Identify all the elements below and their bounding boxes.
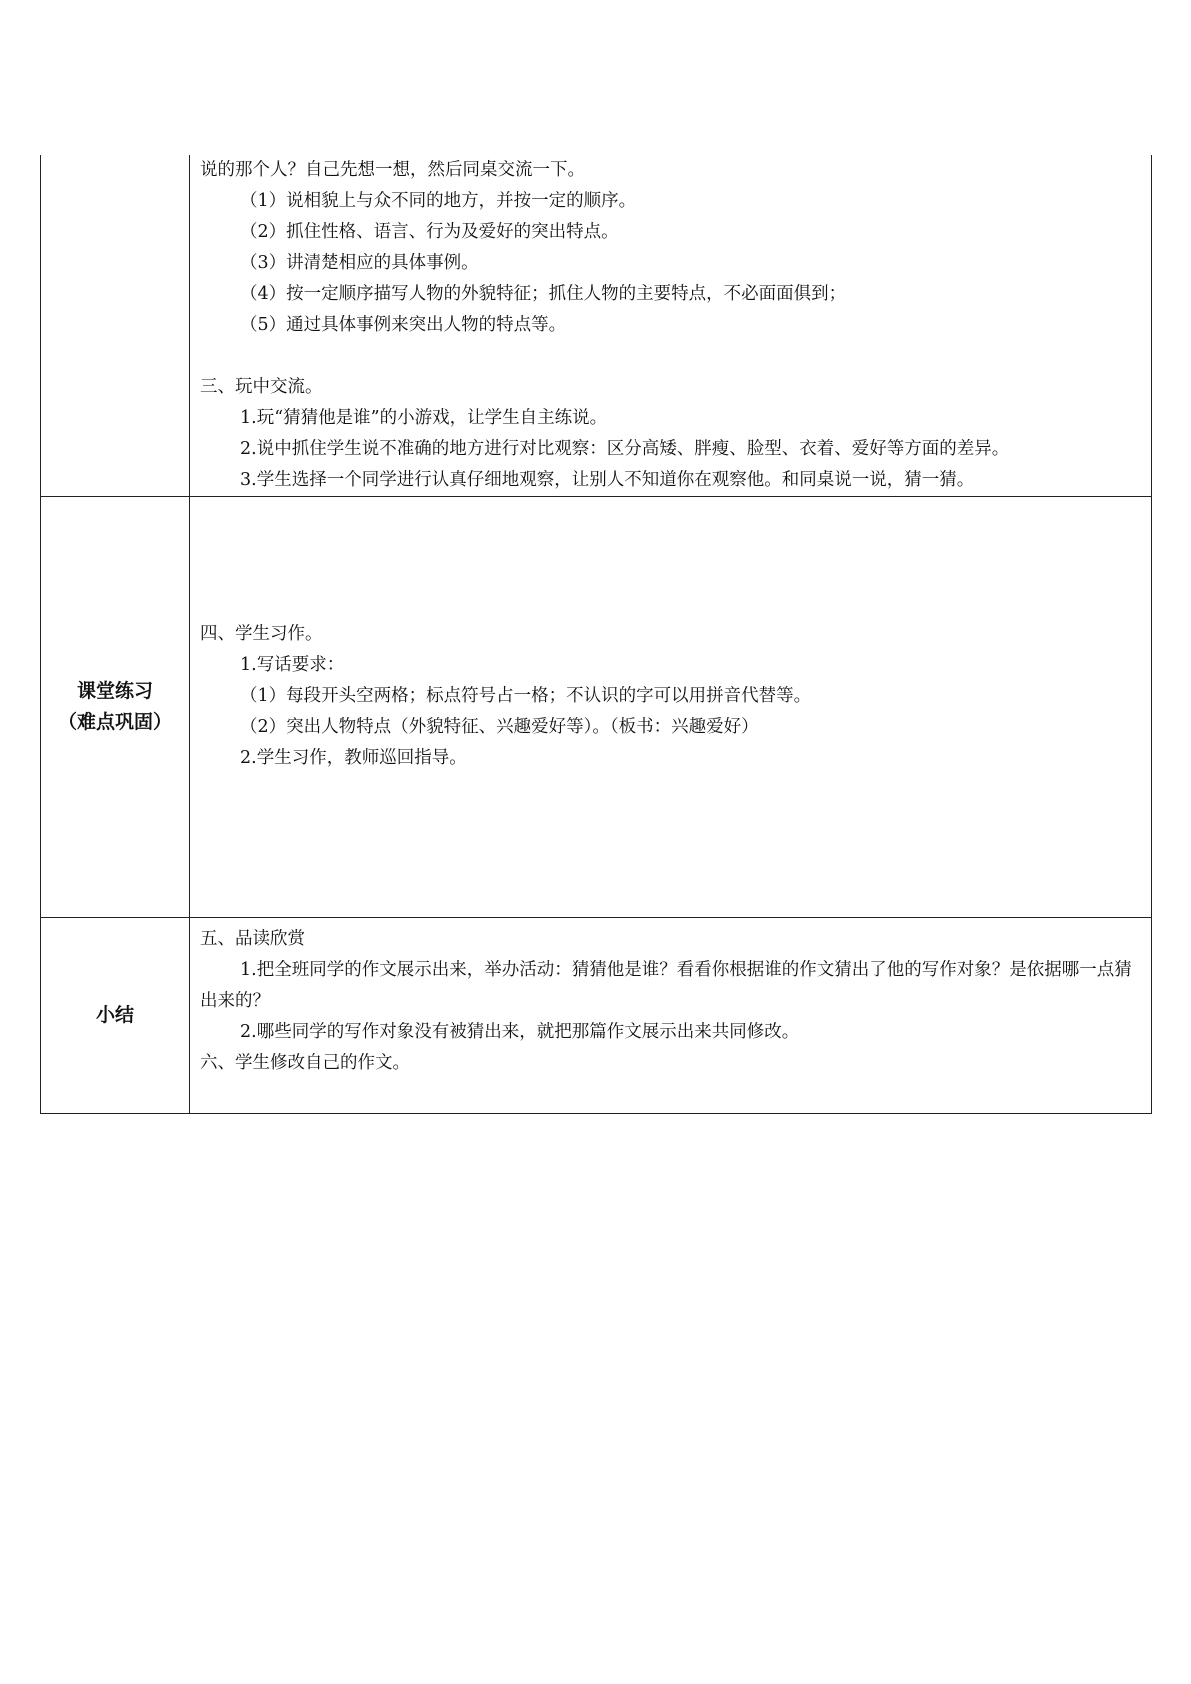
row-label-summary: [41, 918, 190, 1114]
section-heading: 三、玩中交流。: [200, 377, 323, 397]
text-line: （5）通过具体事例来突出人物的特点等。: [240, 315, 567, 335]
text-line: 2.学生习作，教师巡回指导。: [240, 748, 467, 768]
section-heading: 四、学生习作。: [200, 624, 323, 644]
text-line: （1）每段开头空两格；标点符号占一格；不认识的字可以用拼音代替等。: [240, 686, 812, 706]
lesson-plan-table: [40, 155, 1152, 1114]
text-line: （2）突出人物特点（外貌特征、兴趣爱好等）。（板书：兴趣爱好）: [240, 717, 759, 737]
row-content-intro: [190, 155, 1152, 497]
row-label-line1: 课堂练习: [76, 680, 153, 702]
table-row-summary: [41, 918, 1152, 1114]
section-heading: 五、品读欣赏: [200, 929, 305, 949]
text-line: 1.写话要求：: [240, 655, 345, 675]
section-heading: 六、学生修改自己的作文。: [200, 1053, 410, 1073]
text-line: 3.学生选择一个同学进行认真仔细地观察，让别人不知道你在观察他。和同桌说一说，猜一猜。: [240, 470, 975, 490]
text-line: （1）说相貌上与众不同的地方，并按一定的顺序。: [240, 191, 637, 211]
text-line: （2）抓住性格、语言、行为及爱好的突出特点。: [240, 222, 619, 242]
row-label-practice: [41, 497, 190, 918]
row-content-summary: [190, 918, 1152, 1114]
blank-line: [200, 341, 1143, 372]
text-line: 1.玩“猜猜他是谁”的小游戏，让学生自主练说。: [240, 408, 608, 428]
text-line: 2.哪些同学的写作对象没有被猜出来，就把那篇作文展示出来共同修改。: [240, 1022, 800, 1042]
row-label-empty: [41, 155, 190, 497]
row-label-line2: （难点巩固）: [57, 711, 172, 733]
text-paragraph: 1.把全班同学的作文展示出来，举办活动：猜猜他是谁？看看你根据谁的作文猜出了他的写作对象？是依据哪一点猜出来的？: [200, 960, 1132, 1011]
row-label: 小结: [95, 1004, 134, 1026]
text-line: 2.说中抓住学生说不准确的地方进行对比观察：区分高矮、胖瘦、脸型、衣着、爱好等方面的差异。: [240, 439, 1010, 459]
text-line: （3）讲清楚相应的具体事例。: [240, 253, 479, 273]
row-content-practice: [190, 497, 1152, 918]
table-row-intro: [41, 155, 1152, 497]
text-line: （4）按一定顺序描写人物的外貌特征；抓住人物的主要特点，不必面面俱到；: [240, 284, 847, 304]
table-row-practice: [41, 497, 1152, 918]
text-line: 说的那个人？自己先想一想，然后同桌交流一下。: [200, 160, 585, 180]
